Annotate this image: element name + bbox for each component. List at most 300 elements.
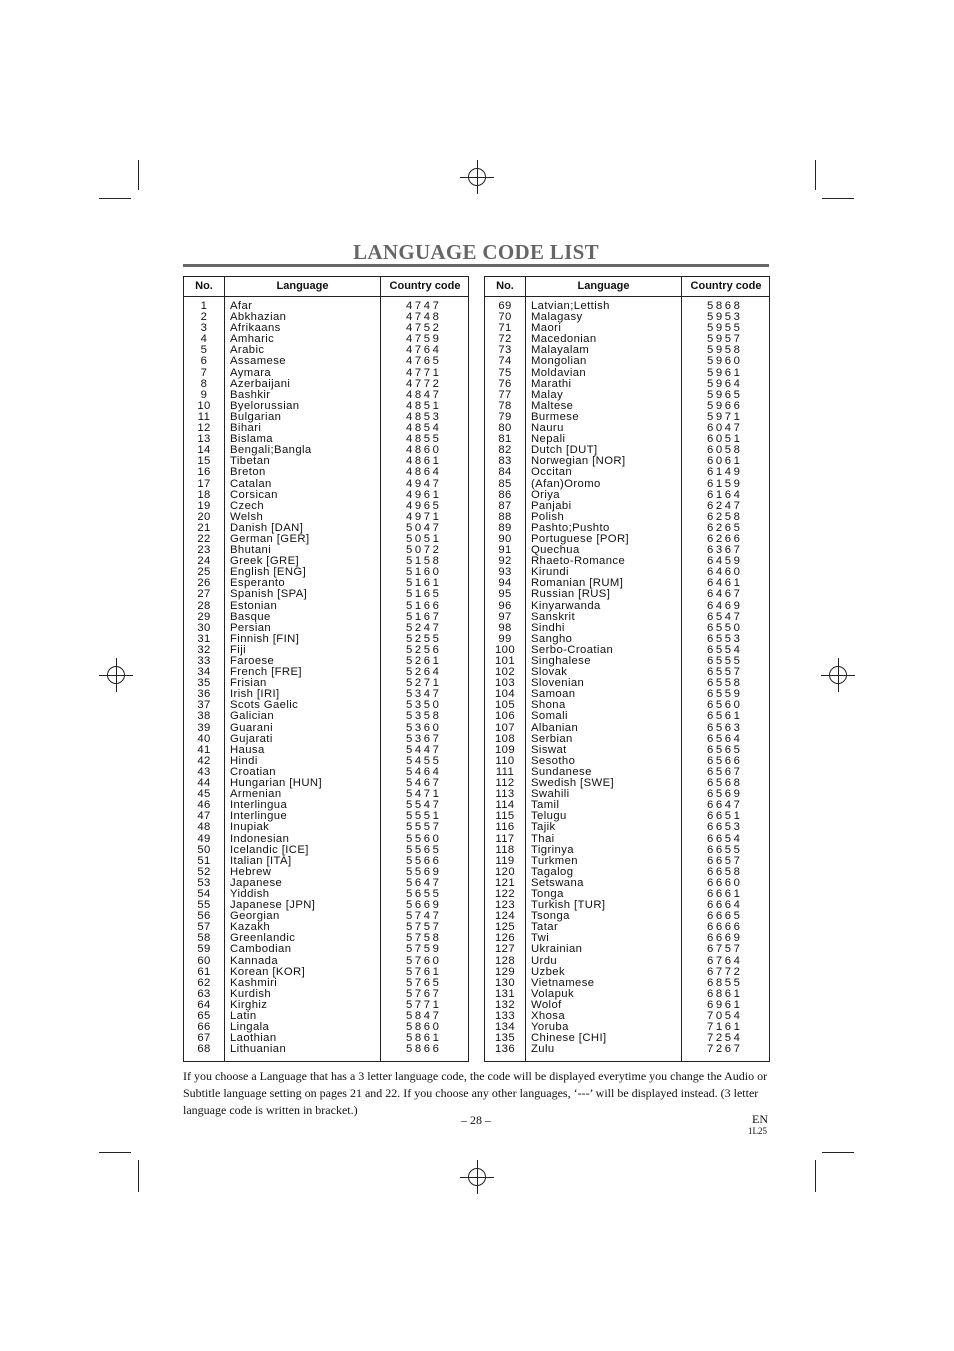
language-name: Latvian;Lettish: [531, 300, 610, 312]
country-code: 5051: [406, 532, 442, 545]
language-name: Tamil: [531, 799, 560, 812]
country-code: 5761: [406, 965, 442, 978]
row-number: 87: [498, 499, 512, 512]
country-code: 4965: [406, 499, 442, 512]
crop-mark: [822, 198, 854, 199]
row-number: 62: [197, 976, 211, 989]
row-number: 15: [197, 455, 211, 468]
table-row: [485, 834, 769, 845]
country-code: 6554: [707, 643, 743, 656]
country-code: 4764: [406, 344, 442, 357]
language-name: Hausa: [230, 743, 265, 756]
country-code: 5165: [406, 588, 442, 601]
country-code: 5860: [406, 1021, 442, 1034]
row-number: 10: [197, 399, 211, 412]
country-code: 5958: [707, 344, 743, 357]
country-code: 5255: [406, 632, 442, 645]
country-code: 5047: [406, 521, 442, 534]
country-code: 5767: [406, 987, 442, 1000]
row-number: 65: [197, 1010, 211, 1022]
language-name: Estonian: [230, 599, 278, 612]
country-code: 6058: [707, 444, 743, 457]
country-code: 6657: [707, 854, 743, 867]
country-code: 5866: [406, 1043, 442, 1056]
country-code: 6159: [707, 477, 743, 490]
row-number: 46: [197, 799, 211, 812]
row-number: 99: [498, 632, 512, 645]
country-code: 5464: [406, 765, 442, 778]
country-code: 6665: [707, 910, 743, 923]
row-number: 117: [495, 832, 515, 845]
header-country-code: Country code: [389, 280, 461, 292]
row-number: 28: [197, 599, 211, 612]
country-code: 6568: [707, 777, 743, 790]
language-name: Ukrainian: [531, 943, 583, 956]
row-number: 19: [197, 499, 211, 512]
language-name: Armenian: [230, 788, 282, 801]
model-code: 1L25: [748, 1126, 767, 1136]
language-name: Faroese: [230, 655, 275, 667]
language-name: (Afan)Oromo: [531, 477, 601, 490]
country-code: 7267: [707, 1043, 743, 1056]
table-row: [184, 479, 468, 490]
row-number: 7: [200, 366, 208, 379]
country-code: 6961: [707, 998, 743, 1011]
crop-mark: [138, 1160, 139, 1192]
language-name: Thai: [531, 832, 555, 845]
row-number: 93: [498, 566, 512, 579]
table-row: [485, 589, 769, 600]
country-code: 6661: [707, 887, 743, 900]
row-number: 73: [498, 344, 512, 357]
language-name: Kazakh: [230, 921, 271, 934]
row-number: 100: [494, 643, 516, 656]
table-row: [184, 723, 468, 734]
language-name: Singhalese: [531, 655, 591, 667]
language-name: Georgian: [230, 910, 280, 923]
row-number: 9: [200, 388, 208, 401]
language-name: Amharic: [230, 333, 275, 346]
language-name: Inupiak: [230, 821, 270, 834]
country-code: 4971: [406, 510, 442, 523]
language-name: Korean [KOR]: [230, 965, 306, 978]
row-number: 5: [200, 344, 208, 357]
language-name: Catalan: [230, 477, 272, 490]
country-code: 6560: [707, 699, 743, 712]
language-name: Swedish [SWE]: [531, 777, 615, 790]
country-code: 6764: [707, 954, 743, 967]
row-number: 127: [494, 943, 516, 956]
language-name: Icelandic [ICE]: [230, 843, 309, 856]
country-code: 5350: [406, 699, 442, 712]
crop-mark: [99, 1152, 131, 1153]
language-name: Urdu: [531, 954, 558, 967]
language-name: Albanian: [531, 721, 579, 734]
country-code: 6669: [707, 932, 743, 945]
row-number: 96: [498, 599, 512, 612]
country-code: 4847: [406, 388, 442, 401]
row-number: 97: [498, 610, 512, 623]
language-name: Spanish [SPA]: [230, 588, 308, 601]
row-number: 76: [498, 377, 512, 390]
row-number: 8: [200, 377, 208, 390]
row-number: 26: [197, 577, 211, 590]
country-code: 5569: [406, 865, 442, 878]
language-name: Tigrinya: [531, 843, 574, 856]
language-name: Kannada: [230, 954, 279, 967]
language-name: Croatian: [230, 765, 276, 778]
country-code: 5655: [406, 887, 442, 900]
country-code: 4855: [406, 433, 442, 446]
registration-mark-icon: [460, 1160, 494, 1194]
language-name: Interlingue: [230, 810, 288, 823]
table-header: [184, 277, 468, 297]
country-code: 6567: [707, 765, 743, 778]
country-code: 4765: [406, 355, 442, 368]
row-number: 85: [498, 477, 512, 490]
country-code: 6459: [707, 555, 743, 568]
row-number: 30: [197, 621, 211, 634]
title-rule: [183, 264, 769, 267]
table-body-left: [184, 301, 468, 1055]
language-name: Moldavian: [531, 366, 587, 379]
country-code: 6247: [707, 499, 743, 512]
country-code: 7254: [707, 1032, 743, 1045]
row-number: 64: [197, 998, 211, 1011]
row-number: 94: [498, 577, 512, 590]
row-number: 33: [197, 655, 211, 667]
country-code: 5971: [707, 410, 743, 423]
country-code: 6555: [707, 655, 743, 667]
row-number: 37: [197, 699, 211, 712]
language-name: Bislama: [230, 433, 273, 446]
language-name: Vietnamese: [531, 976, 595, 989]
country-code: 5647: [406, 876, 442, 889]
country-code: 5547: [406, 799, 442, 812]
row-number: 92: [498, 555, 512, 568]
country-code: 6559: [707, 688, 743, 701]
country-code: 6564: [707, 732, 743, 745]
country-code: 5565: [406, 843, 442, 856]
country-code: 5560: [406, 832, 442, 845]
row-number: 111: [495, 765, 515, 778]
table-row: [184, 944, 468, 955]
language-name: Tagalog: [531, 865, 574, 878]
country-code: 6469: [707, 599, 743, 612]
row-number: 79: [498, 410, 512, 423]
language-name: Hindi: [230, 754, 258, 767]
row-number: 40: [197, 732, 211, 745]
crop-mark: [815, 160, 816, 190]
row-number: 108: [494, 732, 516, 745]
table-row: [184, 1044, 468, 1055]
language-name: Malay: [531, 388, 564, 401]
country-code: 6258: [707, 510, 743, 523]
language-name: Rhaeto-Romance: [531, 555, 626, 568]
country-code: 6651: [707, 810, 743, 823]
language-name: Japanese [JPN]: [230, 899, 316, 912]
country-code: 5955: [707, 322, 743, 335]
language-name: Volapuk: [531, 987, 575, 1000]
row-number: 119: [495, 854, 515, 867]
country-code: 4961: [406, 488, 442, 501]
language-name: Serbo-Croatian: [531, 643, 614, 656]
country-code: 5358: [406, 710, 442, 723]
table-row: [485, 601, 769, 612]
country-code: 6660: [707, 876, 743, 889]
language-name: Marathi: [531, 377, 572, 390]
language-name: Sesotho: [531, 754, 576, 767]
row-number: 53: [197, 876, 211, 889]
language-name: Nauru: [531, 422, 564, 435]
row-number: 101: [494, 655, 516, 667]
language-name: Maori: [531, 322, 562, 335]
language-name: Tibetan: [230, 455, 271, 468]
country-code: 4861: [406, 455, 442, 468]
country-code: 5765: [406, 976, 442, 989]
country-code: 5965: [707, 388, 743, 401]
language-name: Sindhi: [531, 621, 565, 634]
row-number: 21: [197, 521, 211, 534]
row-number: 72: [498, 333, 512, 346]
table-row: [184, 956, 468, 967]
language-name: Laothian: [230, 1032, 277, 1045]
row-number: 128: [494, 954, 516, 967]
country-code: 5757: [406, 921, 442, 934]
country-code: 6558: [707, 677, 743, 690]
language-name: Maltese: [531, 399, 574, 412]
language-name: Gujarati: [230, 732, 273, 745]
country-code: 5861: [406, 1032, 442, 1045]
country-code: 5551: [406, 810, 442, 823]
row-number: 125: [494, 921, 516, 934]
row-number: 27: [197, 588, 211, 601]
row-number: 4: [200, 333, 208, 346]
language-name: Serbian: [531, 732, 573, 745]
row-number: 133: [494, 1010, 516, 1022]
row-number: 55: [197, 899, 211, 912]
header-country-code: Country code: [690, 280, 762, 292]
row-number: 16: [197, 466, 211, 479]
country-code: 6557: [707, 666, 743, 679]
row-number: 67: [197, 1032, 211, 1045]
country-code: 5760: [406, 954, 442, 967]
table-row: [184, 467, 468, 478]
language-name: Irish [IRI]: [230, 688, 280, 701]
language-name: Azerbaijani: [230, 377, 291, 390]
row-number: 107: [494, 721, 516, 734]
country-code: 6861: [707, 987, 743, 1000]
language-name: Yiddish: [230, 887, 270, 900]
row-number: 20: [197, 510, 211, 523]
language-name: Danish [DAN]: [230, 521, 304, 534]
country-code: 7054: [707, 1010, 743, 1022]
language-name: Telugu: [531, 810, 567, 823]
country-code: 4851: [406, 399, 442, 412]
country-code: 5966: [707, 399, 743, 412]
country-code: 6855: [707, 976, 743, 989]
row-number: 84: [498, 466, 512, 479]
row-number: 56: [197, 910, 211, 923]
language-name: Czech: [230, 499, 265, 512]
table-row: [184, 834, 468, 845]
table-row: [184, 356, 468, 367]
country-code: 4853: [406, 410, 442, 423]
language-name: Malagasy: [531, 311, 583, 324]
country-code: 5467: [406, 777, 442, 790]
row-number: 58: [197, 932, 211, 945]
row-number: 114: [495, 799, 515, 812]
language-name: Pashto;Pushto: [531, 521, 610, 534]
country-code: 6664: [707, 899, 743, 912]
row-number: 115: [495, 810, 515, 823]
row-number: 112: [495, 777, 515, 790]
country-code: 6467: [707, 588, 743, 601]
row-number: 78: [498, 399, 512, 412]
row-number: 82: [498, 444, 512, 457]
language-name: Slovak: [531, 666, 568, 679]
row-number: 1: [200, 300, 208, 312]
language-name: Indonesian: [230, 832, 290, 845]
country-code: 5167: [406, 610, 442, 623]
country-code: 4860: [406, 444, 442, 457]
country-code: 4771: [406, 366, 442, 379]
table-row: [485, 822, 769, 833]
row-number: 95: [498, 588, 512, 601]
language-name: Siswat: [531, 743, 567, 756]
country-code: 5953: [707, 311, 743, 324]
table-row: [485, 711, 769, 722]
language-name: Sundanese: [531, 765, 592, 778]
language-name: Interlingua: [230, 799, 288, 812]
language-name: Bashkir: [230, 388, 271, 401]
row-number: 86: [498, 488, 512, 501]
language-name: Panjabi: [531, 499, 572, 512]
language-name: Esperanto: [230, 577, 286, 590]
country-code: 6666: [707, 921, 743, 934]
row-number: 136: [494, 1043, 516, 1056]
language-name: Byelorussian: [230, 399, 300, 412]
row-number: 121: [494, 876, 516, 889]
table-row: [184, 822, 468, 833]
row-number: 48: [197, 821, 211, 834]
country-code: 6772: [707, 965, 743, 978]
country-code: 6460: [707, 566, 743, 579]
country-code: 6149: [707, 466, 743, 479]
row-number: 35: [197, 677, 211, 690]
language-name: Romanian [RUM]: [531, 577, 624, 590]
country-code: 5566: [406, 854, 442, 867]
row-number: 74: [498, 355, 512, 368]
country-code: 6367: [707, 544, 743, 557]
language-name: Basque: [230, 610, 271, 623]
row-number: 105: [494, 699, 516, 712]
row-number: 36: [197, 688, 211, 701]
page-title: LANGUAGE CODE LIST: [353, 240, 599, 264]
country-code: 5455: [406, 754, 442, 767]
language-name: Latin: [230, 1010, 257, 1022]
row-number: 81: [498, 433, 512, 446]
country-code: 5960: [707, 355, 743, 368]
language-name: Lithuanian: [230, 1043, 287, 1056]
row-number: 104: [494, 688, 516, 701]
country-code: 6561: [707, 710, 743, 723]
row-number: 50: [197, 843, 211, 856]
country-code: 5367: [406, 732, 442, 745]
row-number: 25: [197, 566, 211, 579]
language-name: Hebrew: [230, 865, 272, 878]
country-code: 5771: [406, 998, 442, 1011]
language-name: Fiji: [230, 643, 247, 656]
country-code: 4947: [406, 477, 442, 490]
language-name: Occitan: [531, 466, 573, 479]
row-number: 12: [197, 422, 211, 435]
table-row: [184, 368, 468, 379]
country-code: 5271: [406, 677, 442, 690]
country-code: 5447: [406, 743, 442, 756]
table-row: [485, 368, 769, 379]
country-code: 6563: [707, 721, 743, 734]
language-name: Cambodian: [230, 943, 292, 956]
language-name: Kurdish: [230, 987, 272, 1000]
language-name: Shona: [531, 699, 566, 712]
row-number: 42: [197, 754, 211, 767]
language-name: Twi: [531, 932, 550, 945]
row-number: 113: [495, 788, 515, 801]
row-number: 88: [498, 510, 512, 523]
country-code: 6547: [707, 610, 743, 623]
row-number: 103: [494, 677, 516, 690]
language-name: Portuguese [POR]: [531, 532, 630, 545]
country-code: 5360: [406, 721, 442, 734]
registration-mark-icon: [99, 658, 133, 692]
row-number: 122: [494, 887, 516, 900]
language-name: Afar: [230, 300, 253, 312]
language-name: Dutch [DUT]: [531, 444, 598, 457]
row-number: 75: [498, 366, 512, 379]
row-number: 47: [197, 810, 211, 823]
crop-mark: [99, 198, 131, 199]
registration-mark-icon: [821, 658, 855, 692]
row-number: 31: [197, 632, 211, 645]
country-code: 5957: [707, 333, 743, 346]
language-name: Abkhazian: [230, 311, 287, 324]
language-name: Corsican: [230, 488, 278, 501]
country-code: 6647: [707, 799, 743, 812]
row-number: 91: [498, 544, 512, 557]
page-number: – 28 –: [461, 1113, 491, 1127]
country-code: 5160: [406, 566, 442, 579]
language-name: Yoruba: [531, 1021, 569, 1034]
row-number: 68: [197, 1043, 211, 1056]
row-number: 52: [197, 865, 211, 878]
language-name: Sanskrit: [531, 610, 576, 623]
row-number: 131: [494, 987, 516, 1000]
country-code: 5261: [406, 655, 442, 667]
language-name: Bengali;Bangla: [230, 444, 312, 457]
row-number: 63: [197, 987, 211, 1000]
table-header: [485, 277, 769, 297]
header-language: Language: [276, 280, 329, 292]
country-code: 5964: [707, 377, 743, 390]
country-code: 5961: [707, 366, 743, 379]
footnote: If you choose a Language that has a 3 letter language code, the code will be displayed everytime you change the Audio or Subtitle language setting on pages 21 and 22. If you choose any other languages, ‘---’ will be displayed instead. (3 letter language code is written in bracket.): [183, 1069, 768, 1117]
country-code: 6565: [707, 743, 743, 756]
language-name: Zulu: [531, 1043, 555, 1056]
language-name: Guarani: [230, 721, 273, 734]
language-name: Nepali: [531, 433, 566, 446]
language-name: Wolof: [531, 998, 562, 1011]
